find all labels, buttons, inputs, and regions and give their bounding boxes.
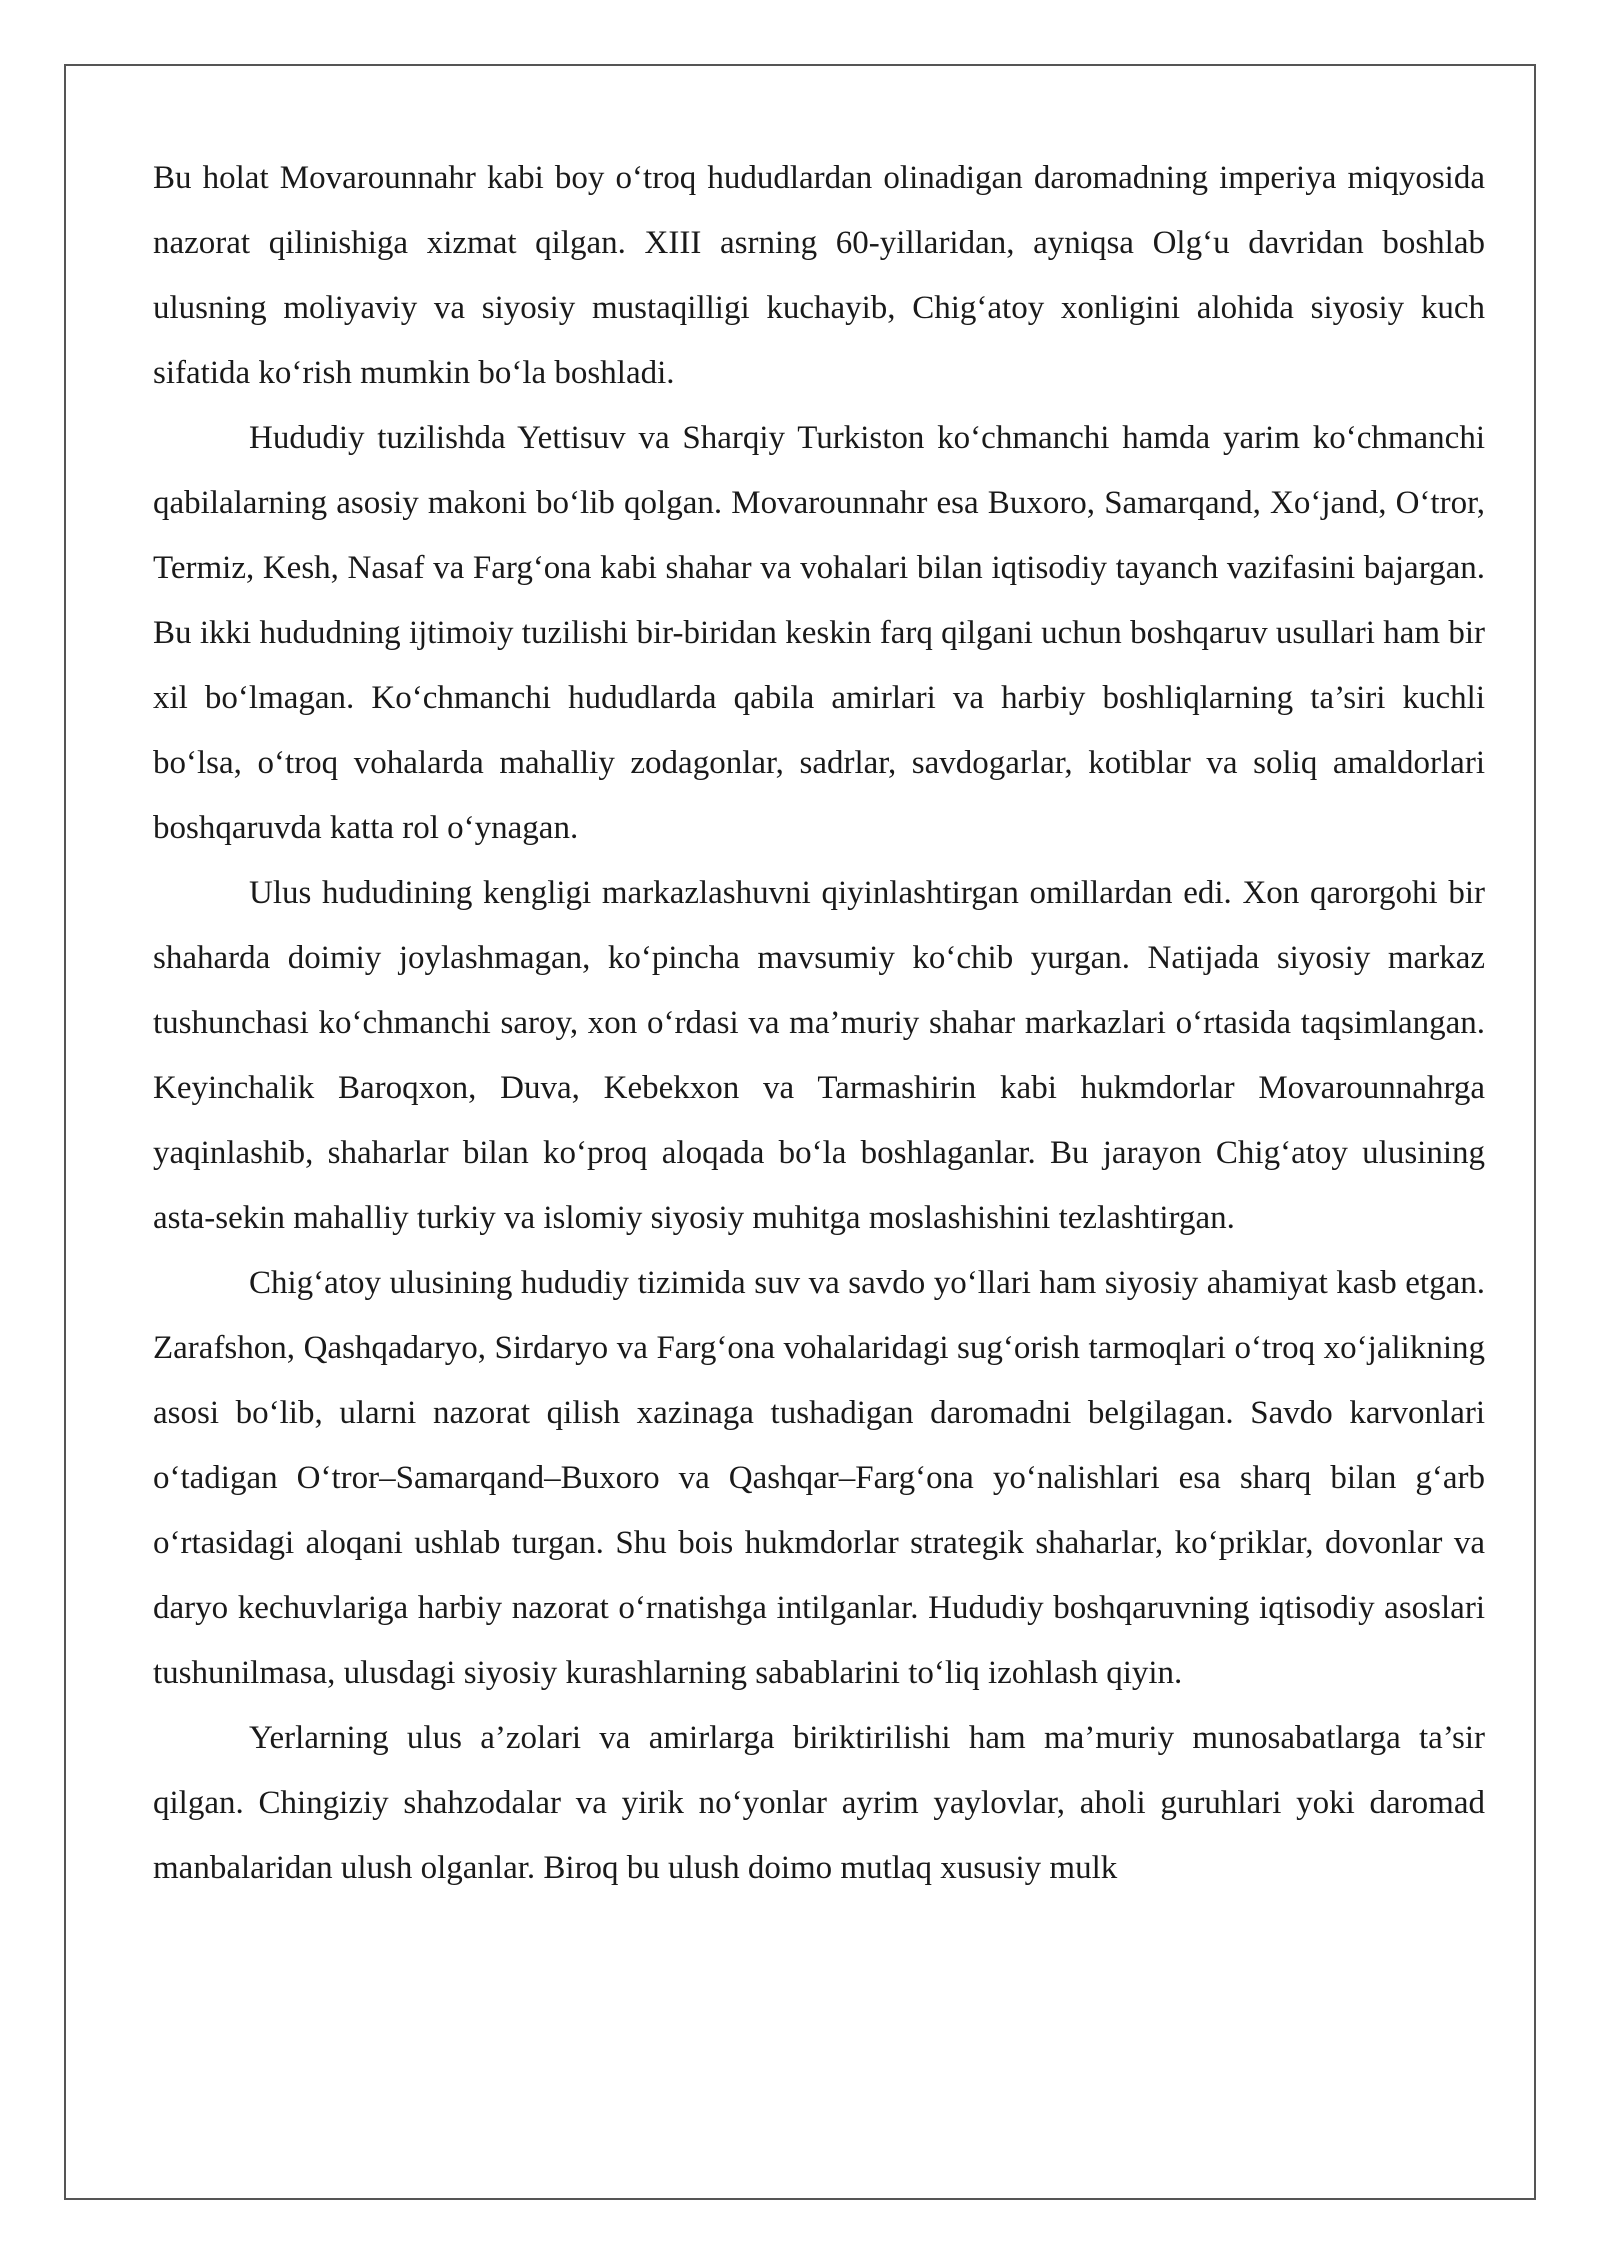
paragraph-4: Chig‘atoy ulusining hududiy tizimida suv va savdo yo‘llari ham siyosiy ahamiyat kasb etgan. Zarafshon, Qashqadaryo, Sirdaryo va Farg‘ona vohalaridagi sug‘orish tarmoqlari o‘troq xo‘jalikning asosi bo‘lib, ularni nazorat qilish xazinaga tushadigan daromadni belgilagan. Savdo karvonlari o‘tadigan O‘tror–Samarqand–Buxoro va Qashqar–Farg‘ona yo‘nalishlari esa sharq bilan g‘arb o‘rtasidagi aloqani ushlab turgan. Shu bois hukmdorlar strategik shaharlar, ko‘priklar, dovonlar va daryo kechuvlariga harbiy nazorat o‘rnatishga intilganlar. Hududiy boshqaruvning iqtisodiy asoslari tushunilmasa, ulusdagi siyosiy kurashlarning sabablarini to‘liq izohlash qiyin. (153, 1265, 1485, 1691)
paragraph-3: Ulus hududining kengligi markazlashuvni qiyinlashtirgan omillardan edi. Xon qarorgohi bir shaharda doimiy joylashmagan, ko‘pincha mavsumiy ko‘chib yurgan. Natijada siyosiy markaz tushunchasi ko‘chmanchi saroy, xon o‘rdasi va ma’muriy shahar markazlari o‘rtasida taqsimlangan. Keyinchalik Baroqxon, Duva, Kebekxon va Tarmashirin kabi hukmdorlar Movarounnahrga yaqinlashib, shaharlar bilan ko‘proq aloqada bo‘la boshlaganlar. Bu jarayon Chig‘atoy ulusining asta-sekin mahalliy turkiy va islomiy siyosiy muhitga moslashishini tezlashtirgan. (153, 875, 1485, 1236)
paragraph-5: Yerlarning ulus a’zolari va amirlarga biriktirilishi ham ma’muriy munosabatlarga ta’sir qilgan. Chingiziy shahzodalar va yirik no‘yonlar ayrim yaylovlar, aholi guruhlari yoki daromad manbalaridan ulush olganlar. Biroq bu ulush doimo mutlaq xususiy mulk (153, 1720, 1485, 1886)
paragraph-2: Hududiy tuzilishda Yettisuv va Sharqiy Turkiston ko‘chmanchi hamda yarim ko‘chmanchi qabilalarning asosiy makoni bo‘lib qolgan. Movarounnahr esa Buxoro, Samarqand, Xo‘jand, O‘tror, Termiz, Kesh, Nasaf va Farg‘ona kabi shahar va vohalari bilan iqtisodiy tayanch vazifasini bajargan. Bu ikki hududning ijtimoiy tuzilishi bir-biridan keskin farq qilgani uchun boshqaruv usullari ham bir xil bo‘lmagan. Ko‘chmanchi hududlarda qabila amirlari va harbiy boshliqlarning ta’siri kuchli bo‘lsa, o‘troq vohalarda mahalliy zodagonlar, sadrlar, savdogarlar, kotiblar va soliq amaldorlari boshqaruvda katta rol o‘ynagan. (153, 420, 1485, 846)
document-body (153, 146, 1485, 1901)
paragraph-1: Bu holat Movarounnahr kabi boy o‘troq hududlardan olinadigan daromadning imperiya miqyosida nazorat qilinishiga xizmat qilgan. XIII asrning 60-yillaridan, ayniqsa Olg‘u davridan boshlab ulusning moliyaviy va siyosiy mustaqilligi kuchayib, Chig‘atoy xonligini alohida siyosiy kuch sifatida ko‘rish mumkin bo‘la boshladi. (153, 160, 1485, 391)
